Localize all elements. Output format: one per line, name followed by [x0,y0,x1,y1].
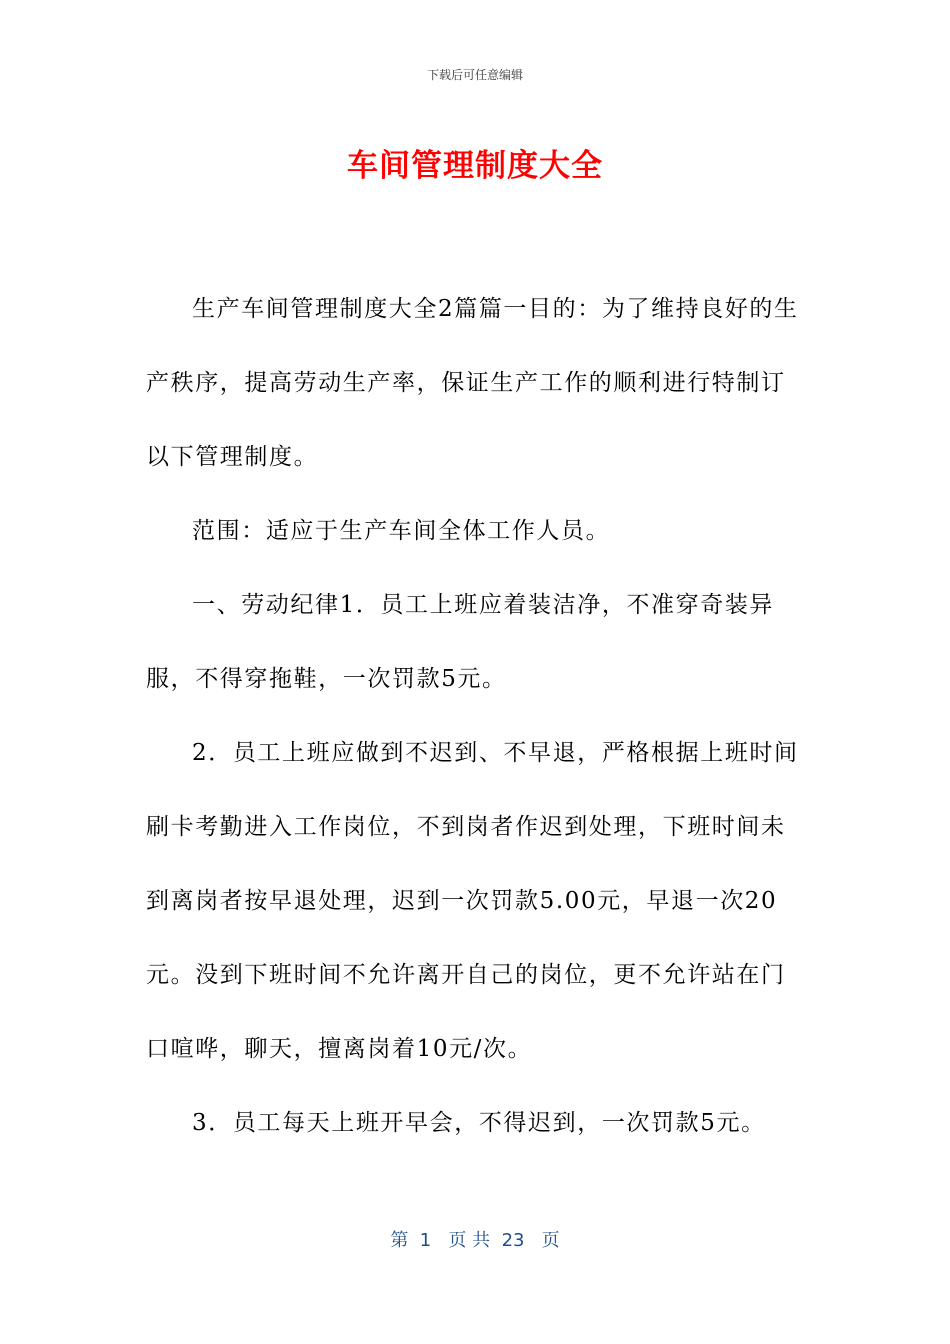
page-number: 第 1 页 共 23 页 [390,1230,560,1251]
document-title: 车间管理制度大全 [347,148,603,184]
paragraph-scope: 范围：适应于生产车间全体工作人员。 [192,518,611,544]
header-note: 下载后可任意编辑 [426,68,523,82]
paragraph-rule-1: 一、劳动纪律1．员工上班应着装洁净，不准穿奇装异服，不得穿拖鞋，一次罚款5元。 [146,592,775,692]
paragraph-purpose: 生产车间管理制度大全2篇篇一目的：为了维持良好的生产秩序，提高劳动生产率，保证生产工作的顺利进行特制订以下管理制度。 [146,296,799,470]
paragraph-rule-2: 2．员工上班应做到不迟到、不早退，严格根据上班时间刷卡考勤进入工作岗位，不到岗者作迟到处理，下班时间未到离岗者按早退处理，迟到一次罚款5.00元，早退一次20元。没到下班时间不允许离开自己的岗位，更不允许站在门口喧哗，聊天，擅离岗着10元/次。 [146,740,799,1062]
document-body [146,272,806,1160]
paragraph-rule-3: 3．员工每天上班开早会，不得迟到，一次罚款5元。 [192,1110,766,1136]
